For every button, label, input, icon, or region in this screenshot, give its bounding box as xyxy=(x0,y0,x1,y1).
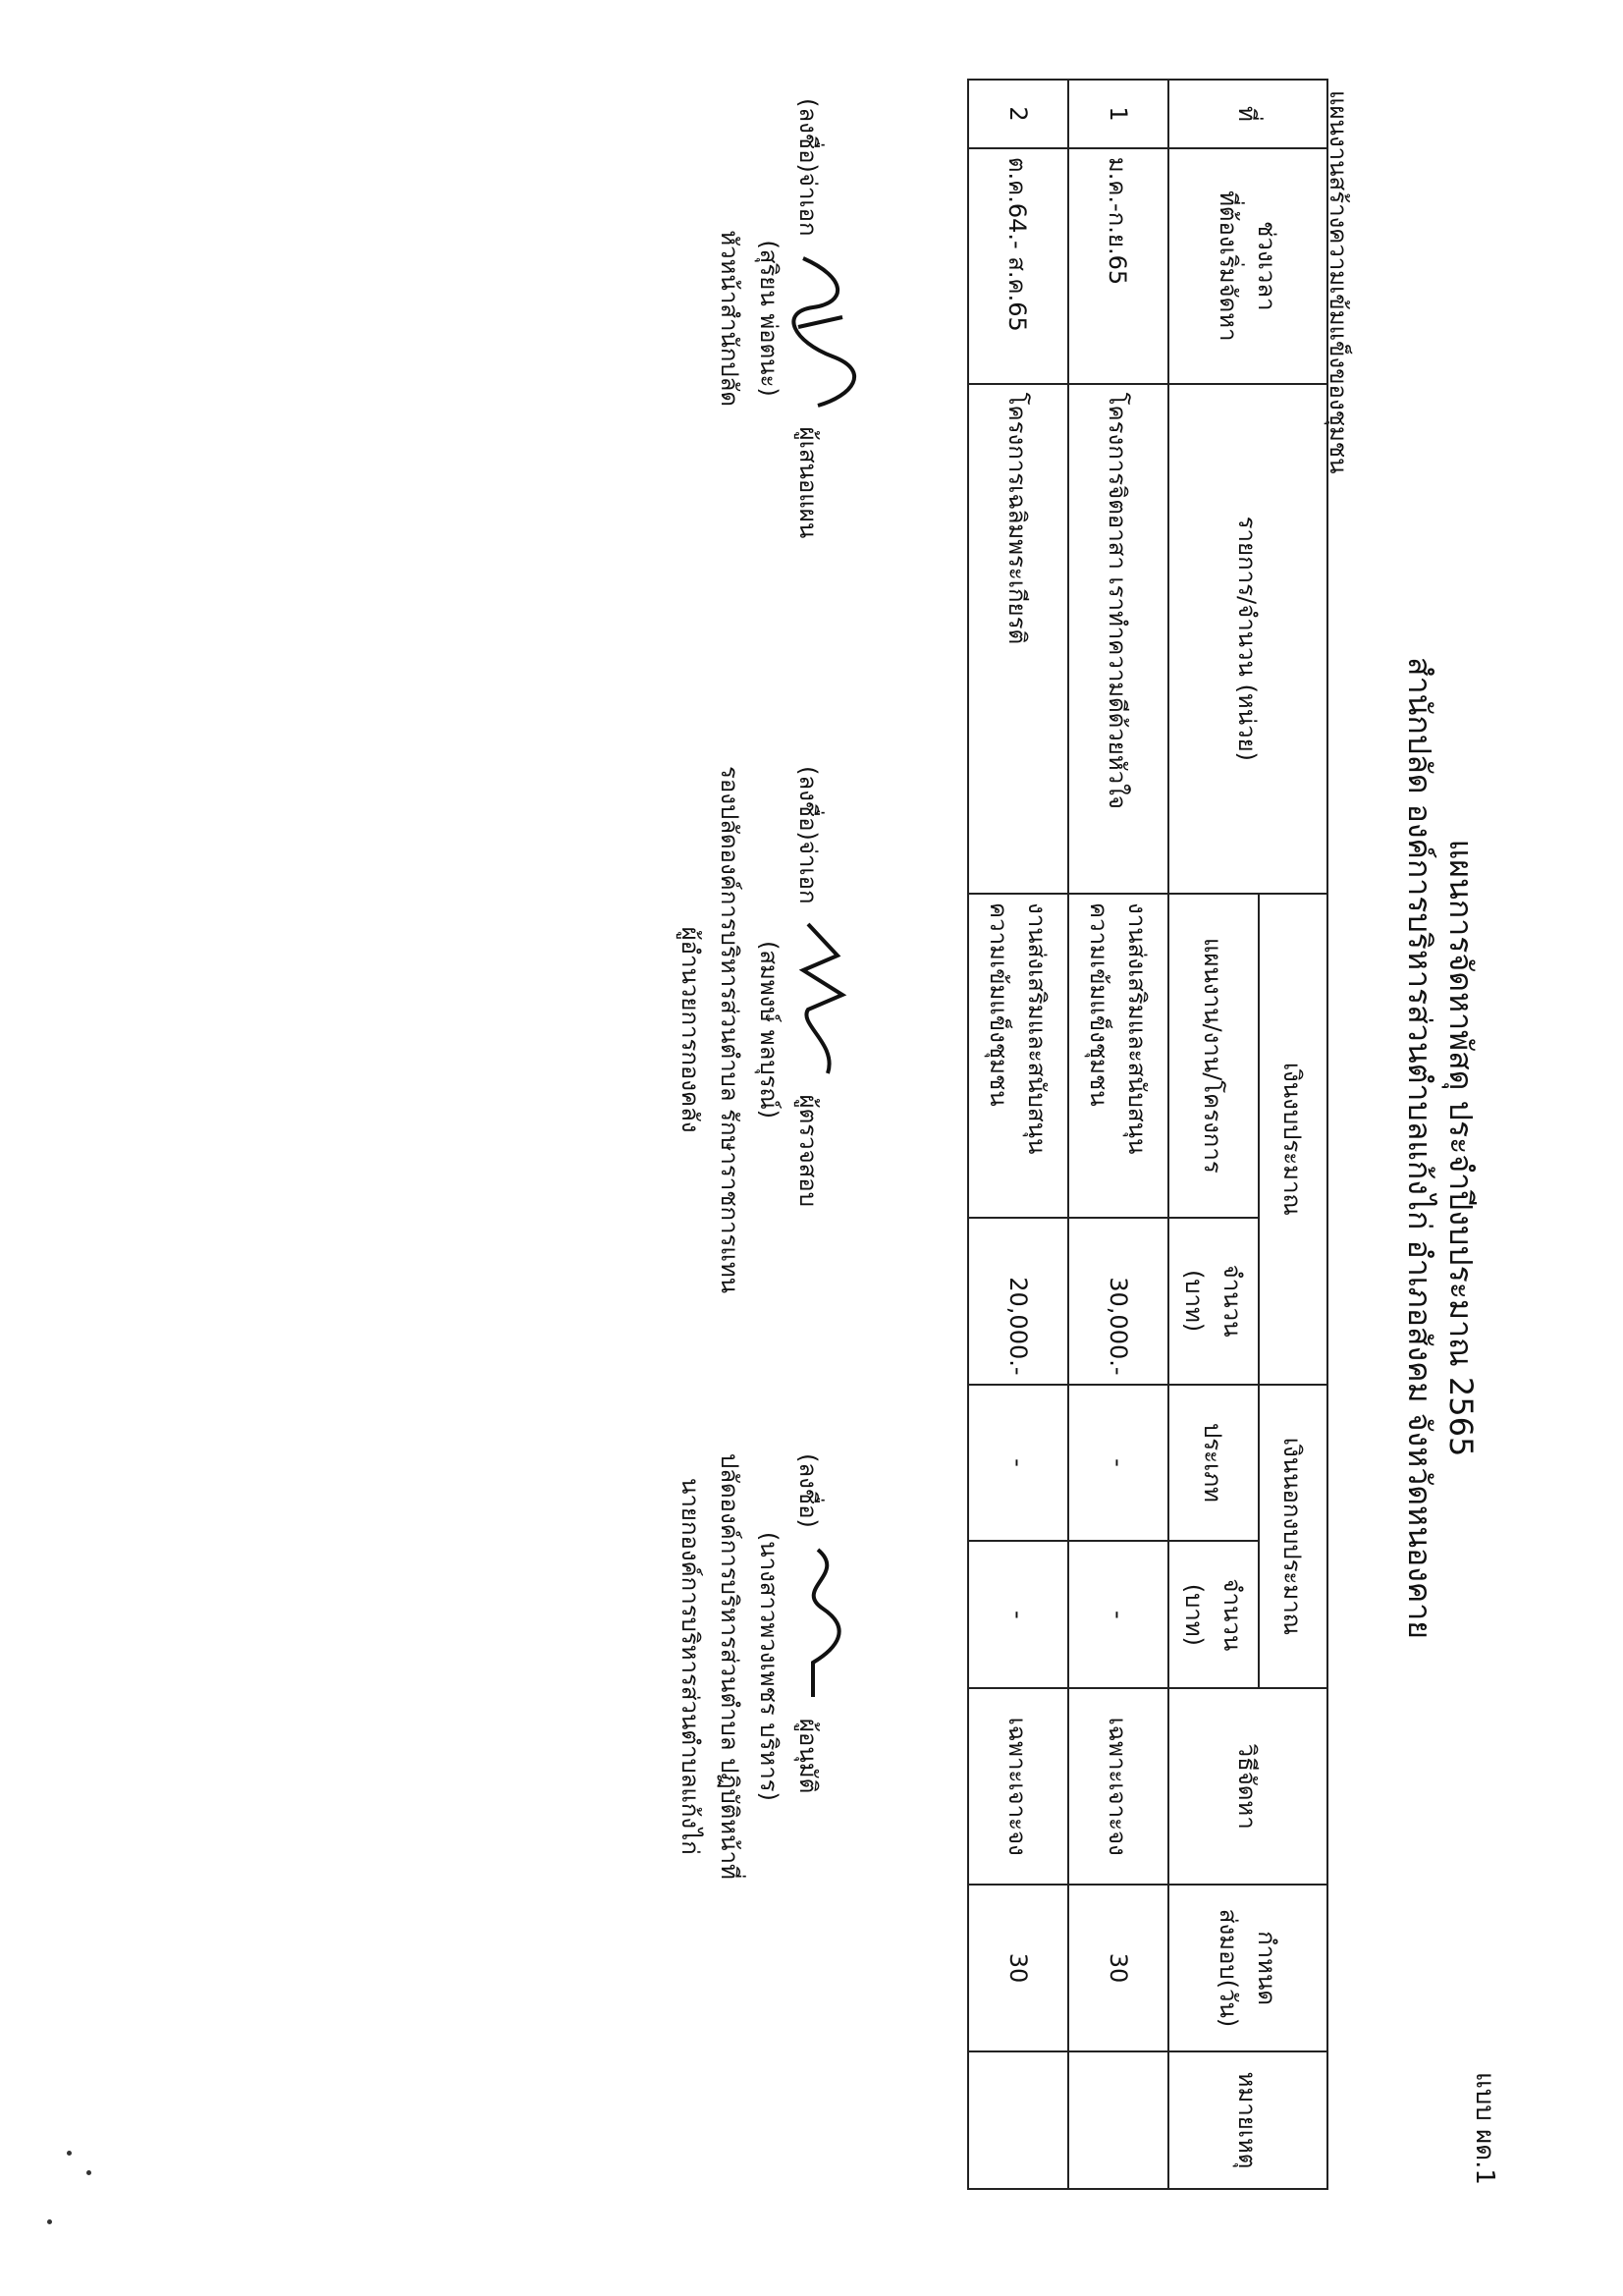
cell-no: 2 xyxy=(968,80,1068,148)
header-period: ช่วงเวลา ที่ต้องเริ่มจัดหา xyxy=(1168,148,1327,384)
cell-no: 1 xyxy=(1068,80,1168,148)
cell-method: เฉพาะเจาะจง xyxy=(968,1688,1068,1885)
header-extra-budget-group: เงินนอกงบประมาณ xyxy=(1259,1385,1327,1689)
cell-method: เฉพาะเจาะจง xyxy=(1068,1688,1168,1885)
approver-signature-block xyxy=(671,1453,857,1880)
cell-extra-amount: - xyxy=(1068,1541,1168,1688)
proposer-signature-block xyxy=(710,98,857,538)
reviewer-signature-block xyxy=(671,766,857,1293)
table-row xyxy=(968,80,1068,2189)
header-plan-project: แผนงาน/งาน/โครงการ xyxy=(1168,894,1259,1218)
cell-type: - xyxy=(968,1385,1068,1542)
table-row xyxy=(1068,80,1168,2189)
reviewer-position-line1: รองปลัดองค์การบริหารส่วนตำบล รักษาราชการแทน xyxy=(716,766,743,1294)
proposer-name: (สุริยน พ่อตนะ) xyxy=(755,240,783,397)
proposer-handwritten-signature xyxy=(788,248,857,415)
scan-speck xyxy=(86,2170,91,2175)
header-remark: หมายเหตุ xyxy=(1168,2051,1327,2189)
cell-item: โครงการเฉลิมพระเกียรติ xyxy=(968,384,1068,894)
procurement-plan-table xyxy=(967,79,1328,2190)
approver-position-line2: นายกองค์การบริหารส่วนตำบลแก้งไก่ xyxy=(676,1478,704,1855)
cell-delivery: 30 xyxy=(1068,1885,1168,2051)
plan-label: แผนงานสร้างความเข้มแข็งของชุมชน xyxy=(1325,90,1352,474)
approver-name: (นางสาวพวงเพชร บริหาร) xyxy=(755,1531,783,1801)
cell-plan-project: งานส่งเสริมและสนับสนุนความเข้มแข็งชุมชน xyxy=(1068,894,1168,1218)
cell-period: ต.ค.64.- ส.ค.65 xyxy=(968,148,1068,384)
reviewer-handwritten-signature xyxy=(788,916,857,1083)
cell-amount: 20,000.- xyxy=(968,1218,1068,1385)
cell-type: - xyxy=(1068,1385,1168,1542)
reviewer-sign-prefix: (ลงชื่อ)จ่าเอก xyxy=(794,766,822,904)
approver-position-line1: ปลัดองค์การบริหารส่วนตำบล ปฏิบัติหน้าที่ xyxy=(716,1453,743,1880)
scan-speck xyxy=(47,2219,52,2224)
header-method: วิธีจัดหา xyxy=(1168,1688,1327,1885)
cell-remark xyxy=(968,2051,1068,2189)
cell-period: ม.ค.-ก.ย.65 xyxy=(1068,148,1168,384)
form-code: แบบ ผด.1 xyxy=(1470,2072,1499,2185)
document-title: แผนการจัดหาพัสดุ ประจำปีงบประมาณ 2565 xyxy=(1442,839,1480,1457)
scan-speck xyxy=(67,2151,72,2156)
header-budget-group: เงินงบประมาณ xyxy=(1259,894,1327,1384)
cell-remark xyxy=(1068,2051,1168,2189)
approver-sign-prefix: (ลงชื่อ) xyxy=(794,1453,822,1528)
cell-plan-project: งานส่งเสริมและสนับสนุนความเข้มแข็งชุมชน xyxy=(968,894,1068,1218)
header-extra-amount: จำนวน (บาท) xyxy=(1168,1541,1259,1688)
cell-delivery: 30 xyxy=(968,1885,1068,2051)
cell-amount: 30,000.- xyxy=(1068,1218,1168,1385)
header-amount: จำนวน (บาท) xyxy=(1168,1218,1259,1385)
header-no: ที่ xyxy=(1168,80,1327,148)
approver-handwritten-signature xyxy=(788,1540,857,1707)
reviewer-role: ผู้ตรวจสอบ xyxy=(794,1094,822,1207)
reviewer-name: (สมพงษ์ พลบุรณ์) xyxy=(755,940,783,1120)
proposer-role: ผู้เสนอแผน xyxy=(794,426,822,539)
proposer-sign-prefix: (ลงชื่อ)จ่าเอก xyxy=(794,98,822,237)
proposer-position: หัวหน้าสำนักปลัด xyxy=(716,230,743,407)
reviewer-position-line2: ผู้อำนวยการกองคลัง xyxy=(676,926,704,1133)
cell-extra-amount: - xyxy=(968,1541,1068,1688)
cell-item: โครงการจิตอาสา เราทำความดีด้วยหัวใจ xyxy=(1068,384,1168,894)
document-subtitle: สำนักปลัด องค์การบริหารส่วนตำบลแก้งไก่ อำเภอสังคม จังหวัดหนองคาย xyxy=(1401,657,1438,1639)
header-item: รายการ/จำนวน (หน่วย) xyxy=(1168,384,1327,894)
header-delivery: กำหนด ส่งมอบ(วัน) xyxy=(1168,1885,1327,2051)
header-type: ประเภท xyxy=(1168,1385,1259,1542)
approver-role: ผู้อนุมัติ xyxy=(794,1718,822,1794)
